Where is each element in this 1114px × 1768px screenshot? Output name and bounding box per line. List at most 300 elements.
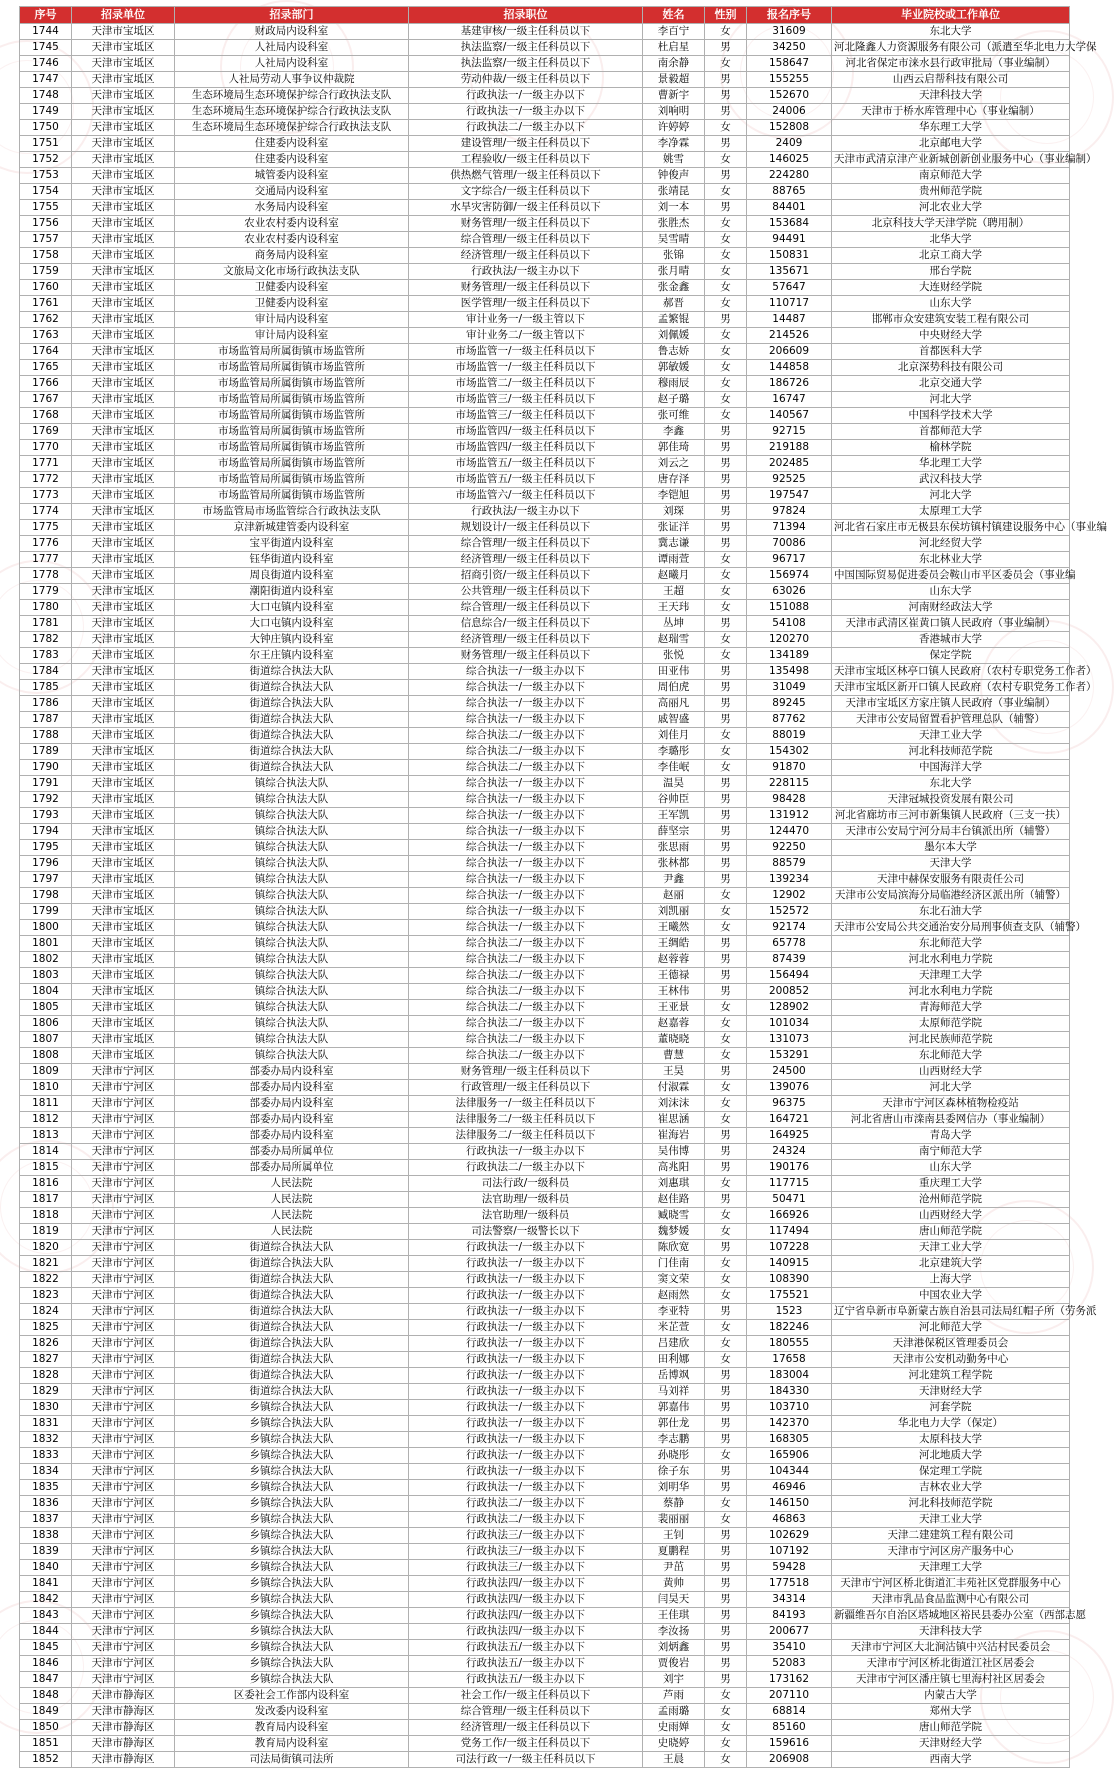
cell-gender: 男 (705, 1544, 747, 1560)
table-row (20, 120, 1070, 136)
cell-position: 综合执法一/一级主办以下 (409, 792, 643, 808)
cell-position: 建设管理/一级主任科员以下 (409, 136, 643, 152)
cell-gender: 男 (705, 792, 747, 808)
cell-unit: 天津市宝坻区 (72, 728, 175, 744)
table-row (20, 1576, 1070, 1592)
cell-school: 沧州师范学院 (832, 1192, 1070, 1208)
cell-seq: 1747 (20, 72, 72, 88)
cell-seq: 1839 (20, 1544, 72, 1560)
cell-position: 社会工作/一级主任科员以下 (409, 1688, 643, 1704)
table-row (20, 1736, 1070, 1752)
table-row (20, 1640, 1070, 1656)
cell-reg-no: 156974 (747, 568, 832, 584)
cell-reg-no: 103710 (747, 1400, 832, 1416)
cell-seq: 1770 (20, 440, 72, 456)
cell-school: 保定理工学院 (832, 1464, 1070, 1480)
cell-school: 河北师范大学 (832, 1320, 1070, 1336)
cell-school: 唐山师范学院 (832, 1720, 1070, 1736)
cell-gender: 女 (705, 280, 747, 296)
cell-dept: 人民法院 (175, 1192, 409, 1208)
cell-gender: 女 (705, 392, 747, 408)
cell-position: 行政执法/一级主办以下 (409, 264, 643, 280)
cell-position: 行政执法一/一级主办以下 (409, 1384, 643, 1400)
cell-gender: 男 (705, 1160, 747, 1176)
table-row (20, 1368, 1070, 1384)
cell-gender: 男 (705, 776, 747, 792)
cell-position: 经济管理/一级主任科员以下 (409, 1720, 643, 1736)
table-row (20, 600, 1070, 616)
cell-position: 行政执法一/一级主办以下 (409, 1480, 643, 1496)
cell-reg-no: 219188 (747, 440, 832, 456)
cell-school: 山东大学 (832, 296, 1070, 312)
cell-dept: 京津新城建管委内设科室 (175, 520, 409, 536)
table-row (20, 760, 1070, 776)
cell-dept: 镇综合执法大队 (175, 792, 409, 808)
cell-seq: 1779 (20, 584, 72, 600)
cell-unit: 天津市宝坻区 (72, 888, 175, 904)
cell-school: 中国海洋大学 (832, 760, 1070, 776)
cell-reg-no: 52083 (747, 1656, 832, 1672)
table-row (20, 1592, 1070, 1608)
cell-name: 刘佳月 (643, 728, 705, 744)
cell-unit: 天津市宁河区 (72, 1208, 175, 1224)
cell-reg-no: 50471 (747, 1192, 832, 1208)
cell-name: 刘沫沫 (643, 1096, 705, 1112)
cell-position: 综合执法二/一级主办以下 (409, 936, 643, 952)
cell-position: 行政执法三/一级主办以下 (409, 1560, 643, 1576)
cell-reg-no: 186726 (747, 376, 832, 392)
cell-name: 穆雨辰 (643, 376, 705, 392)
cell-position: 综合执法一/一级主办以下 (409, 888, 643, 904)
cell-school: 河北大学 (832, 392, 1070, 408)
cell-position: 法律服务二/一级主任科员以下 (409, 1128, 643, 1144)
cell-dept: 街道综合执法大队 (175, 760, 409, 776)
cell-seq: 1745 (20, 40, 72, 56)
cell-unit: 天津市宝坻区 (72, 72, 175, 88)
cell-seq: 1821 (20, 1256, 72, 1272)
cell-school: 南京师范大学 (832, 168, 1070, 184)
cell-unit: 天津市宝坻区 (72, 232, 175, 248)
cell-position: 综合执法二/一级主办以下 (409, 984, 643, 1000)
cell-name: 孟繁锟 (643, 312, 705, 328)
cell-unit: 天津市宁河区 (72, 1176, 175, 1192)
cell-gender: 女 (705, 1112, 747, 1128)
header-seq: 序号 (20, 7, 72, 24)
cell-gender: 男 (705, 1640, 747, 1656)
cell-unit: 天津市宝坻区 (72, 504, 175, 520)
cell-dept: 生态环境局生态环境保护综合行政执法支队 (175, 88, 409, 104)
cell-school: 天津大学 (832, 856, 1070, 872)
cell-name: 王曦然 (643, 920, 705, 936)
cell-dept: 街道综合执法大队 (175, 712, 409, 728)
cell-gender: 男 (705, 440, 747, 456)
cell-school: 天津工业大学 (832, 1240, 1070, 1256)
cell-dept: 农业农村委内设科室 (175, 232, 409, 248)
table-row (20, 1560, 1070, 1576)
cell-position: 市场监管四/一级主任科员以下 (409, 440, 643, 456)
cell-seq: 1824 (20, 1304, 72, 1320)
cell-seq: 1760 (20, 280, 72, 296)
cell-unit: 天津市宁河区 (72, 1160, 175, 1176)
cell-name: 王德禄 (643, 968, 705, 984)
cell-name: 唐存泽 (643, 472, 705, 488)
cell-school: 天津市宁河区桥北街道江社区居委会 (832, 1656, 1070, 1672)
cell-name: 赵佳路 (643, 1192, 705, 1208)
cell-seq: 1778 (20, 568, 72, 584)
cell-position: 行政执法三/一级主办以下 (409, 1528, 643, 1544)
table-row (20, 184, 1070, 200)
cell-name: 赵曦月 (643, 568, 705, 584)
cell-school: 东北师范大学 (832, 1048, 1070, 1064)
cell-dept: 镇综合执法大队 (175, 776, 409, 792)
cell-gender: 女 (705, 376, 747, 392)
cell-reg-no: 159616 (747, 1736, 832, 1752)
cell-dept: 文旅局文化市场行政执法支队 (175, 264, 409, 280)
cell-reg-no: 102629 (747, 1528, 832, 1544)
cell-position: 行政执法五/一级主办以下 (409, 1656, 643, 1672)
cell-dept: 街道综合执法大队 (175, 1272, 409, 1288)
cell-reg-no: 165906 (747, 1448, 832, 1464)
cell-gender: 男 (705, 856, 747, 872)
cell-school: 河北农业大学 (832, 200, 1070, 216)
cell-position: 综合执法一/一级主办以下 (409, 664, 643, 680)
cell-position: 审计业务一/一级主管以下 (409, 312, 643, 328)
cell-name: 黄帅 (643, 1576, 705, 1592)
cell-position: 行政执法一/一级主办以下 (409, 1432, 643, 1448)
cell-gender: 男 (705, 312, 747, 328)
cell-dept: 街道综合执法大队 (175, 1304, 409, 1320)
cell-gender: 女 (705, 1176, 747, 1192)
cell-unit: 天津市宁河区 (72, 1592, 175, 1608)
cell-gender: 男 (705, 536, 747, 552)
cell-name: 杜启星 (643, 40, 705, 56)
cell-seq: 1796 (20, 856, 72, 872)
cell-gender: 女 (705, 216, 747, 232)
cell-dept: 乡镇综合执法大队 (175, 1416, 409, 1432)
cell-unit: 天津市宝坻区 (72, 488, 175, 504)
cell-gender: 女 (705, 904, 747, 920)
table-row (20, 472, 1070, 488)
cell-dept: 街道综合执法大队 (175, 1256, 409, 1272)
cell-gender: 女 (705, 1736, 747, 1752)
cell-reg-no: 224280 (747, 168, 832, 184)
cell-unit: 天津市宁河区 (72, 1640, 175, 1656)
cell-seq: 1787 (20, 712, 72, 728)
cell-school: 天津市乳品食品监测中心有限公司 (832, 1592, 1070, 1608)
cell-school: 天津市公安机动勤务中心 (832, 1352, 1070, 1368)
cell-reg-no: 87439 (747, 952, 832, 968)
cell-unit: 天津市宝坻区 (72, 568, 175, 584)
cell-reg-no: 131073 (747, 1032, 832, 1048)
cell-position: 供热燃气管理/一级主任科员以下 (409, 168, 643, 184)
cell-name: 李铠旭 (643, 488, 705, 504)
cell-school: 河北大学 (832, 488, 1070, 504)
cell-position: 市场监管三/一级主任科员以下 (409, 408, 643, 424)
cell-gender: 女 (705, 1688, 747, 1704)
header-dept: 招录部门 (175, 7, 409, 24)
cell-name: 张金鑫 (643, 280, 705, 296)
cell-position: 行政执法四/一级主办以下 (409, 1624, 643, 1640)
cell-name: 李志鹏 (643, 1432, 705, 1448)
cell-school: 天津科技大学 (832, 1624, 1070, 1640)
cell-name: 王天玮 (643, 600, 705, 616)
cell-reg-no: 144858 (747, 360, 832, 376)
cell-school: 天津市公安局公共交通治安分局刑事侦查支队（辅警） (832, 920, 1070, 936)
table-row (20, 456, 1070, 472)
cell-gender: 女 (705, 744, 747, 760)
cell-school: 天津市宁河区潘庄镇七里海村社区居委会 (832, 1672, 1070, 1688)
table-row (20, 1352, 1070, 1368)
cell-name: 谷帅臣 (643, 792, 705, 808)
cell-reg-no: 91870 (747, 760, 832, 776)
cell-reg-no: 153684 (747, 216, 832, 232)
cell-name: 崔思涵 (643, 1112, 705, 1128)
cell-gender: 男 (705, 1608, 747, 1624)
cell-reg-no: 24324 (747, 1144, 832, 1160)
table-row (20, 152, 1070, 168)
cell-reg-no: 152808 (747, 120, 832, 136)
cell-name: 刘佩媛 (643, 328, 705, 344)
cell-position: 行政执法一/一级主办以下 (409, 1272, 643, 1288)
table-row (20, 744, 1070, 760)
cell-dept: 乡镇综合执法大队 (175, 1576, 409, 1592)
cell-school: 北京工商大学 (832, 248, 1070, 264)
cell-unit: 天津市宝坻区 (72, 88, 175, 104)
table-row (20, 440, 1070, 456)
header-name: 姓名 (643, 7, 705, 24)
cell-name: 史雨婵 (643, 1720, 705, 1736)
cell-reg-no: 117715 (747, 1176, 832, 1192)
cell-dept: 镇综合执法大队 (175, 856, 409, 872)
cell-reg-no: 158647 (747, 56, 832, 72)
cell-school: 保定学院 (832, 648, 1070, 664)
cell-gender: 女 (705, 1048, 747, 1064)
cell-school: 山西财经大学 (832, 1208, 1070, 1224)
cell-position: 行政执法二/一级主办以下 (409, 1160, 643, 1176)
table-row (20, 344, 1070, 360)
cell-school: 天津二建建筑工程有限公司 (832, 1528, 1070, 1544)
cell-gender: 男 (705, 200, 747, 216)
cell-gender: 男 (705, 88, 747, 104)
cell-name: 钟俊声 (643, 168, 705, 184)
cell-name: 赵嘉蓉 (643, 1016, 705, 1032)
cell-gender: 女 (705, 888, 747, 904)
cell-unit: 天津市宝坻区 (72, 808, 175, 824)
cell-position: 经济管理/一级主任科员以下 (409, 632, 643, 648)
cell-gender: 女 (705, 232, 747, 248)
table-row (20, 712, 1070, 728)
cell-school: 天津财经大学 (832, 1736, 1070, 1752)
table-row (20, 1080, 1070, 1096)
cell-school: 东北大学 (832, 776, 1070, 792)
cell-school: 河北经贸大学 (832, 536, 1070, 552)
table-row (20, 888, 1070, 904)
cell-dept: 街道综合执法大队 (175, 728, 409, 744)
cell-unit: 天津市宝坻区 (72, 376, 175, 392)
cell-dept: 乡镇综合执法大队 (175, 1592, 409, 1608)
cell-reg-no: 168305 (747, 1432, 832, 1448)
cell-reg-no: 88765 (747, 184, 832, 200)
cell-seq: 1826 (20, 1336, 72, 1352)
table-row (20, 88, 1070, 104)
cell-name: 王林伟 (643, 984, 705, 1000)
cell-school: 河套学院 (832, 1400, 1070, 1416)
cell-unit: 天津市宁河区 (72, 1400, 175, 1416)
cell-seq: 1786 (20, 696, 72, 712)
cell-seq: 1762 (20, 312, 72, 328)
cell-reg-no: 46863 (747, 1512, 832, 1528)
table-row (20, 1016, 1070, 1032)
table-row (20, 1304, 1070, 1320)
cell-school: 河北省唐山市滦南县委网信办（事业编制） (832, 1112, 1070, 1128)
cell-dept: 卫健委内设科室 (175, 296, 409, 312)
cell-reg-no: 108390 (747, 1272, 832, 1288)
cell-position: 市场监管六/一级主任科员以下 (409, 488, 643, 504)
cell-gender: 男 (705, 968, 747, 984)
cell-reg-no: 206609 (747, 344, 832, 360)
cell-dept: 宝平街道内设科室 (175, 536, 409, 552)
cell-dept: 乡镇综合执法大队 (175, 1672, 409, 1688)
cell-reg-no: 101034 (747, 1016, 832, 1032)
cell-unit: 天津市宝坻区 (72, 264, 175, 280)
cell-unit: 天津市宝坻区 (72, 840, 175, 856)
cell-gender: 男 (705, 424, 747, 440)
cell-unit: 天津市宁河区 (72, 1256, 175, 1272)
cell-school: 天津市公安局留置看护管理总队（辅警） (832, 712, 1070, 728)
cell-unit: 天津市宝坻区 (72, 216, 175, 232)
cell-reg-no: 104344 (747, 1464, 832, 1480)
cell-dept: 财政局内设科室 (175, 24, 409, 40)
cell-position: 行政执法二/一级主办以下 (409, 1512, 643, 1528)
cell-school: 天津市公安局宁河分局丰台镇派出所（辅警） (832, 824, 1070, 840)
cell-unit: 天津市宝坻区 (72, 872, 175, 888)
cell-dept: 街道综合执法大队 (175, 696, 409, 712)
cell-reg-no: 24006 (747, 104, 832, 120)
cell-unit: 天津市宝坻区 (72, 648, 175, 664)
table-row (20, 1608, 1070, 1624)
cell-dept: 乡镇综合执法大队 (175, 1448, 409, 1464)
cell-seq: 1837 (20, 1512, 72, 1528)
cell-unit: 天津市宁河区 (72, 1080, 175, 1096)
cell-dept: 部委办局所属单位 (175, 1160, 409, 1176)
cell-reg-no: 16747 (747, 392, 832, 408)
cell-position: 行政执法二/一级主办以下 (409, 120, 643, 136)
cell-gender: 男 (705, 616, 747, 632)
table-row (20, 424, 1070, 440)
table-row (20, 1544, 1070, 1560)
cell-name: 郭仕龙 (643, 1416, 705, 1432)
table-row (20, 328, 1070, 344)
cell-seq: 1753 (20, 168, 72, 184)
cell-unit: 天津市宝坻区 (72, 1000, 175, 1016)
cell-unit: 天津市宝坻区 (72, 792, 175, 808)
table-row (20, 920, 1070, 936)
cell-dept: 区委社会工作部内设科室 (175, 1688, 409, 1704)
cell-unit: 天津市宝坻区 (72, 248, 175, 264)
cell-name: 吴伟博 (643, 1144, 705, 1160)
cell-unit: 天津市宁河区 (72, 1384, 175, 1400)
cell-school: 东北林业大学 (832, 552, 1070, 568)
cell-gender: 男 (705, 1480, 747, 1496)
cell-dept: 住建委内设科室 (175, 152, 409, 168)
cell-seq: 1766 (20, 376, 72, 392)
cell-position: 行政执法一/一级主办以下 (409, 1352, 643, 1368)
cell-reg-no: 117494 (747, 1224, 832, 1240)
cell-seq: 1769 (20, 424, 72, 440)
cell-reg-no: 124470 (747, 824, 832, 840)
cell-unit: 天津市宝坻区 (72, 392, 175, 408)
cell-school: 中国科学技术大学 (832, 408, 1070, 424)
cell-unit: 天津市宁河区 (72, 1576, 175, 1592)
table-row (20, 1096, 1070, 1112)
cell-dept: 镇综合执法大队 (175, 1016, 409, 1032)
table-row (20, 552, 1070, 568)
cell-seq: 1758 (20, 248, 72, 264)
cell-reg-no: 46946 (747, 1480, 832, 1496)
table-row (20, 696, 1070, 712)
cell-gender: 女 (705, 184, 747, 200)
cell-unit: 天津市宝坻区 (72, 632, 175, 648)
cell-seq: 1835 (20, 1480, 72, 1496)
cell-position: 行政执法一/一级主办以下 (409, 1240, 643, 1256)
cell-school: 内蒙古大学 (832, 1688, 1070, 1704)
cell-unit: 天津市宁河区 (72, 1336, 175, 1352)
cell-unit: 天津市宝坻区 (72, 760, 175, 776)
cell-name: 尹茁 (643, 1560, 705, 1576)
cell-reg-no: 107228 (747, 1240, 832, 1256)
cell-name: 魏梦媛 (643, 1224, 705, 1240)
cell-seq: 1763 (20, 328, 72, 344)
cell-seq: 1838 (20, 1528, 72, 1544)
cell-school: 华北理工大学 (832, 456, 1070, 472)
cell-seq: 1803 (20, 968, 72, 984)
cell-seq: 1761 (20, 296, 72, 312)
cell-seq: 1814 (20, 1144, 72, 1160)
cell-seq: 1833 (20, 1448, 72, 1464)
cell-gender: 女 (705, 360, 747, 376)
cell-dept: 街道综合执法大队 (175, 1288, 409, 1304)
cell-dept: 街道综合执法大队 (175, 1352, 409, 1368)
cell-position: 综合执法一/一级主办以下 (409, 856, 643, 872)
cell-seq: 1848 (20, 1688, 72, 1704)
cell-gender: 男 (705, 1672, 747, 1688)
table-row (20, 1288, 1070, 1304)
cell-unit: 天津市宁河区 (72, 1480, 175, 1496)
cell-position: 市场监管五/一级主任科员以下 (409, 456, 643, 472)
table-row (20, 1752, 1070, 1768)
cell-school: 天津科技大学 (832, 88, 1070, 104)
cell-position: 综合执法一/一级主办以下 (409, 680, 643, 696)
cell-name: 高丽凡 (643, 696, 705, 712)
cell-unit: 天津市宝坻区 (72, 344, 175, 360)
table-row (20, 904, 1070, 920)
cell-seq: 1825 (20, 1320, 72, 1336)
cell-reg-no: 92174 (747, 920, 832, 936)
cell-dept: 镇综合执法大队 (175, 1000, 409, 1016)
cell-dept: 周良街道内设科室 (175, 568, 409, 584)
cell-seq: 1767 (20, 392, 72, 408)
cell-reg-no: 89245 (747, 696, 832, 712)
table-row (20, 1048, 1070, 1064)
cell-unit: 天津市宝坻区 (72, 408, 175, 424)
table-row (20, 312, 1070, 328)
cell-reg-no: 166926 (747, 1208, 832, 1224)
cell-unit: 天津市宁河区 (72, 1320, 175, 1336)
cell-name: 李鑫 (643, 424, 705, 440)
cell-school: 唐山师范学院 (832, 1224, 1070, 1240)
table-row (20, 136, 1070, 152)
cell-name: 贾俊岩 (643, 1656, 705, 1672)
